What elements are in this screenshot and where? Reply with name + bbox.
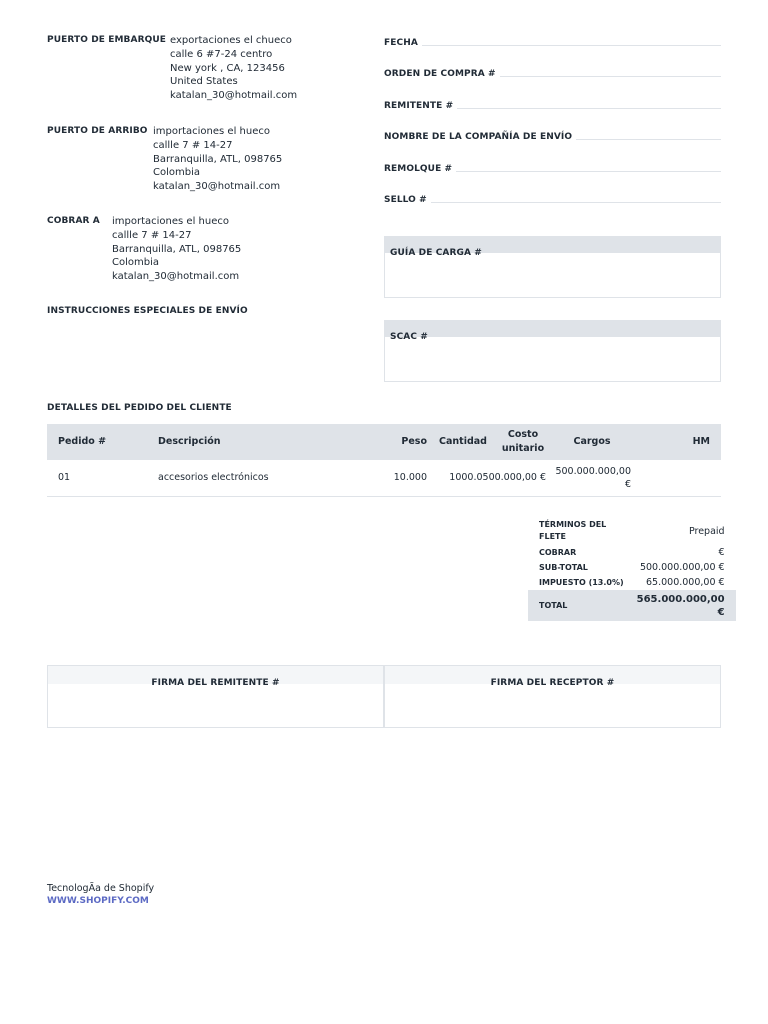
total-label: TOTAL <box>539 600 568 610</box>
total-value <box>626 590 736 621</box>
trailer-field <box>384 160 721 174</box>
address-line: callle 7 # 14-27 <box>112 229 192 241</box>
shipper-signature-header <box>48 666 383 688</box>
cell-unit-cost: 500.000,00 € <box>482 472 546 484</box>
po-field <box>384 65 721 79</box>
freight-terms-label-line2: FLETE <box>539 532 566 541</box>
col-unit-cost <box>499 424 547 460</box>
bill-to-address <box>112 215 241 284</box>
cell-charges <box>547 460 637 496</box>
bill-to-block <box>47 215 241 284</box>
sender-label: REMITENTE # <box>384 101 454 111</box>
trailer-line <box>456 171 721 172</box>
freight-terms-row <box>528 517 736 545</box>
po-line <box>500 76 721 77</box>
order-table-header <box>47 424 721 460</box>
bill-to-label: COBRAR A <box>47 216 100 226</box>
total-row <box>528 590 736 621</box>
col-weight: Peso <box>377 424 427 460</box>
cell-qty: 1000.0 <box>449 472 483 484</box>
scac-header <box>385 321 720 342</box>
address-line: importaciones el hueco <box>112 216 229 227</box>
freight-terms-label-line1: TÉRMINOS DEL <box>539 520 607 529</box>
address-line: Colombia <box>112 257 159 269</box>
shopify-link[interactable]: WWW.SHOPIFY.COM <box>47 896 149 906</box>
receiver-signature-label: FIRMA DEL RECEPTOR # <box>490 678 615 688</box>
totals-table <box>528 517 736 621</box>
shipper-signature-label: FIRMA DEL REMITENTE # <box>151 678 280 688</box>
col-unit-cost-line2: unitario <box>501 443 545 454</box>
seal-field <box>384 191 721 205</box>
address-line: Barranquilla, ATL, 098765 <box>112 243 242 255</box>
carrier-label: NOMBRE DE LA COMPAÑÍA DE ENVÍO <box>384 132 573 142</box>
ship-from-label: PUERTO DE EMBARQUE <box>47 35 167 45</box>
order-table <box>47 424 721 497</box>
address-line: Barranquilla, ATL, 098765 <box>153 153 283 165</box>
ship-to-label: PUERTO DE ARRIBO <box>47 126 148 136</box>
order-section-title: DETALLES DEL PEDIDO DEL CLIENTE <box>47 403 232 413</box>
col-hm: HM <box>637 424 721 460</box>
scac-box <box>384 320 721 382</box>
total-value-line2: € <box>717 606 725 618</box>
carrier-field <box>384 128 721 142</box>
address-line: New york , CA, 123456 <box>170 62 285 74</box>
freight-terms-label <box>528 517 626 545</box>
seal-label: SELLO # <box>384 195 427 205</box>
cell-charges-line1: 500.000.000,00 <box>555 465 631 477</box>
cell-charges-line2: € <box>624 478 631 490</box>
col-description: Descripción <box>147 424 377 460</box>
powered-by-text: TecnologÃa de Shopify <box>47 883 155 894</box>
carrier-line <box>576 139 721 140</box>
ship-from-address <box>170 34 297 103</box>
tax-value: 65.000.000,00 € <box>646 577 725 588</box>
trailer-label: REMOLQUE # <box>384 164 453 174</box>
col-charges: Cargos <box>547 424 637 460</box>
address-line: calle 6 #7-24 centro <box>170 48 273 60</box>
col-unit-cost-line1: Costo <box>507 429 539 440</box>
receiver-signature-box <box>384 665 721 728</box>
ship-to-address <box>153 125 282 194</box>
cell-qty-cost <box>427 460 547 496</box>
bill-of-lading-box <box>384 236 721 298</box>
table-row <box>47 460 721 496</box>
scac-label: SCAC # <box>390 332 428 342</box>
subtotal-label: SUB-TOTAL <box>539 562 588 572</box>
address-email: katalan_30@hotmail.com <box>153 181 281 193</box>
address-line: United States <box>170 76 238 88</box>
address-line: exportaciones el chueco <box>170 35 292 46</box>
cell-hm <box>637 460 721 496</box>
sender-line <box>457 108 721 109</box>
address-line: callle 7 # 14-27 <box>153 139 233 151</box>
address-line: importaciones el hueco <box>153 126 270 137</box>
freight-terms-value: Prepaid <box>688 525 725 537</box>
sender-field <box>384 97 721 111</box>
total-value-line1: 565.000.000,00 <box>636 593 725 605</box>
cell-weight: 10.000 <box>377 460 427 496</box>
bill-of-lading-label: GUÍA DE CARGA # <box>390 248 482 258</box>
po-label: ORDEN DE COMPRA # <box>384 69 496 79</box>
cell-order: 01 <box>47 460 147 496</box>
date-line <box>422 45 721 46</box>
subtotal-row <box>528 560 736 575</box>
subtotal-value: 500.000.000,00 € <box>639 562 725 573</box>
address-line: Colombia <box>153 167 200 179</box>
special-instructions-label: INSTRUCCIONES ESPECIALES DE ENVÍO <box>47 306 248 316</box>
cell-description: accesorios electrónicos <box>147 460 377 496</box>
collect-row <box>528 545 736 560</box>
col-order: Pedido # <box>47 424 147 460</box>
ship-to-block <box>47 125 282 194</box>
collect-label: COBRAR <box>539 547 577 557</box>
shipper-signature-box <box>47 665 384 728</box>
footer <box>47 883 154 907</box>
receiver-signature-header <box>385 666 720 688</box>
col-qty: Cantidad <box>427 424 499 460</box>
collect-value: € <box>718 547 725 558</box>
address-email: katalan_30@hotmail.com <box>170 90 298 102</box>
date-label: FECHA <box>384 38 418 48</box>
seal-line <box>431 202 721 203</box>
address-email: katalan_30@hotmail.com <box>112 271 240 283</box>
ship-from-block <box>47 34 297 103</box>
tax-row <box>528 575 736 590</box>
date-field <box>384 34 721 48</box>
tax-label: IMPUESTO (13.0%) <box>539 577 624 587</box>
bill-of-lading-header <box>385 237 720 258</box>
